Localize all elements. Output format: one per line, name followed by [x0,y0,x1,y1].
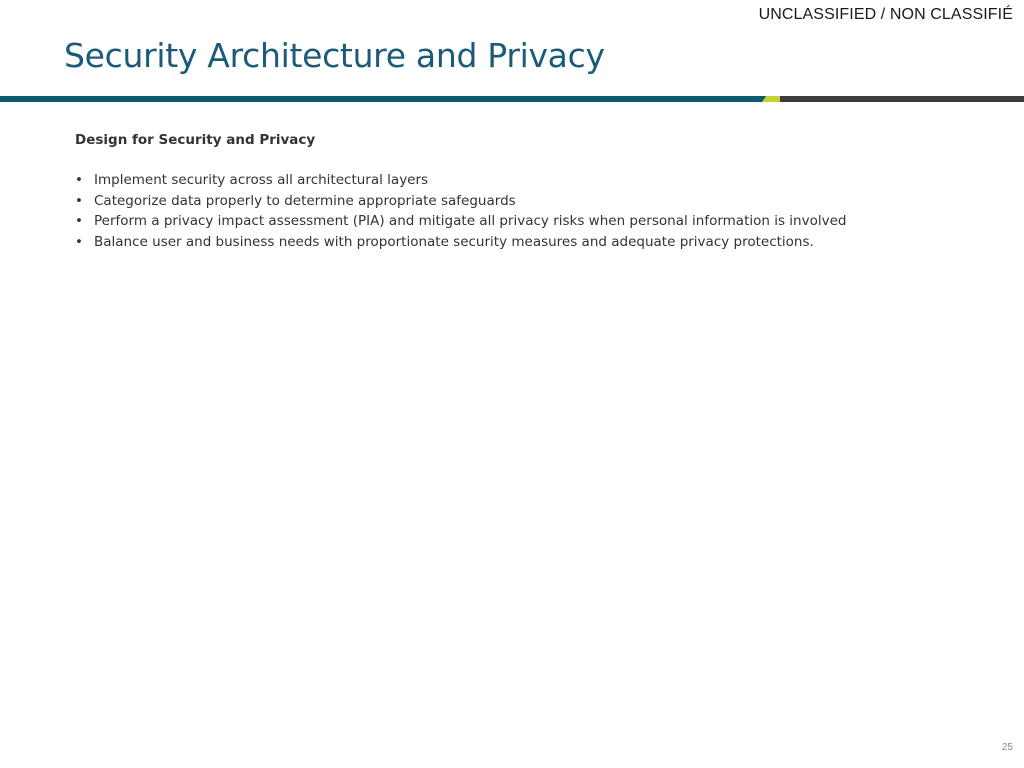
bullet-item [75,191,995,212]
bullet-text: Categorize data properly to determine appropriate safeguards [94,192,516,209]
page-number: 25 [1001,742,1013,753]
divider-secondary-segment [780,96,1024,102]
bullet-item [75,170,995,191]
bullet-text: Implement security across all architectural layers [94,172,429,188]
bullet-item [75,232,995,253]
slide-content [75,132,995,252]
section-heading: Design for Security and Privacy [75,132,316,148]
bullet-icon: • [75,213,83,229]
bullet-text: Balance user and business needs with proportionate security measures and adequate privacy protections. [94,233,814,250]
bullet-item [75,211,995,232]
bullet-list [75,170,995,252]
bullet-text: Perform a privacy impact assessment (PIA) and mitigate all privacy risks when personal information is involved [94,213,847,229]
divider-primary-segment [0,96,772,102]
classification-label: UNCLASSIFIED / NON CLASSIFIÉ [758,6,1013,23]
bullet-icon: • [75,233,83,250]
bullet-icon: • [75,192,83,209]
bullet-icon: • [75,172,83,188]
title-divider [0,96,1024,102]
slide-title: Security Architecture and Privacy [64,36,605,75]
